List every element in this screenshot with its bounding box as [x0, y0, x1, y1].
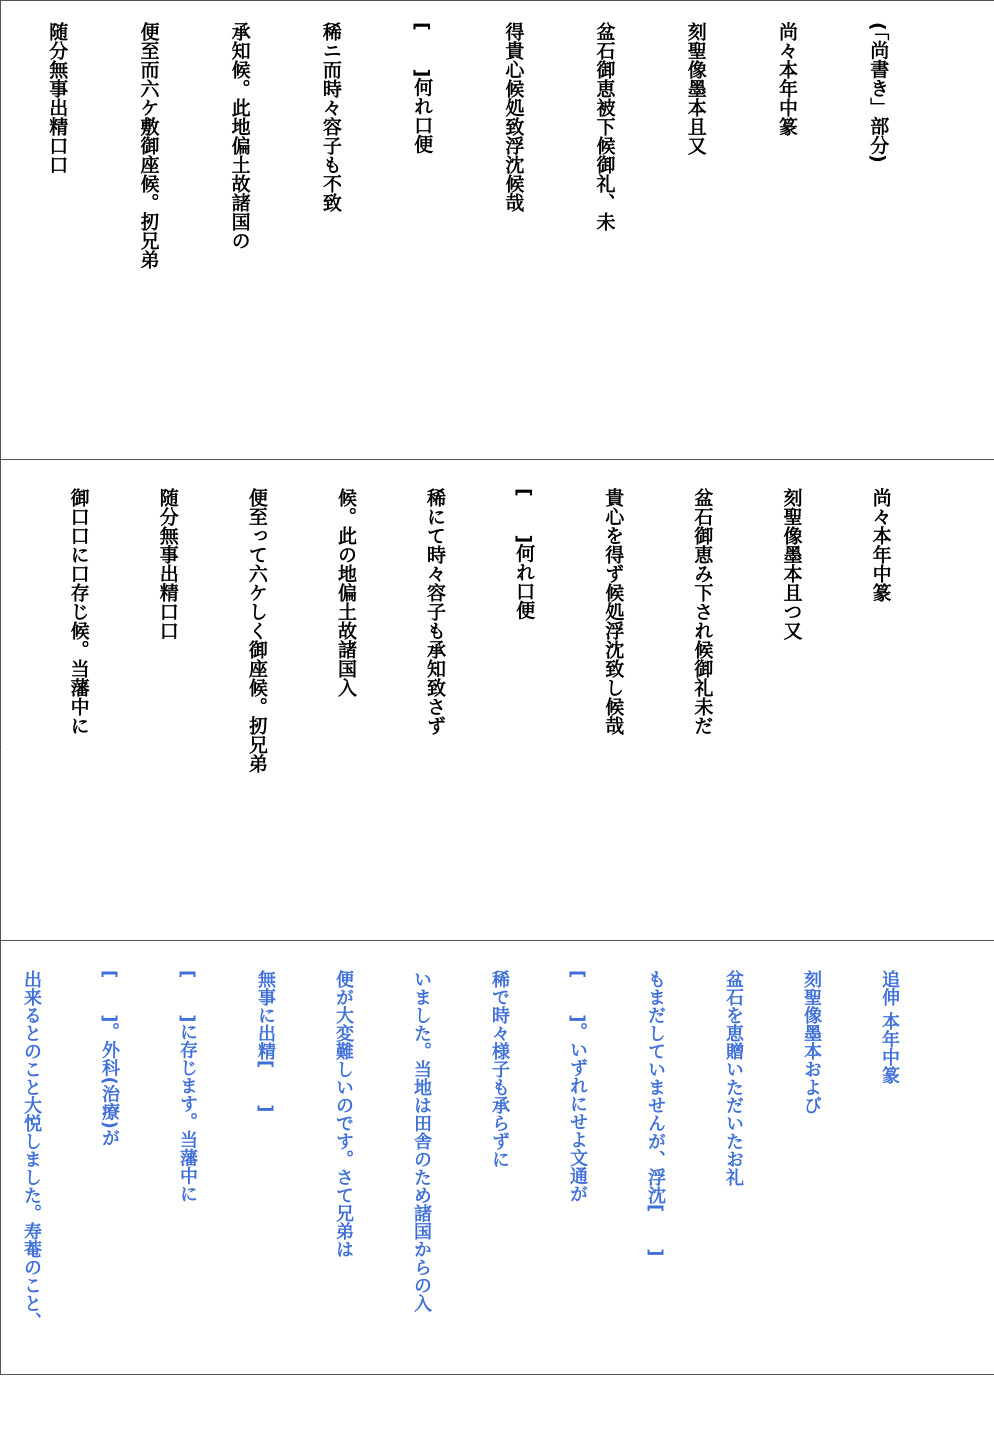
text-line: [ ]。外科(治療)が	[99, 970, 120, 1147]
text-line: [ ]何れ口便	[411, 22, 434, 154]
original-text-panel	[0, 22, 954, 432]
text-line: 便が大変難しいのです。さて兄弟は	[333, 970, 354, 1258]
text-line: 刻聖像墨本且又	[684, 22, 707, 155]
translation-text-panel	[0, 970, 954, 1350]
text-line: (「尚書き」部分)	[867, 22, 890, 163]
text-line: 随分無事出精口口	[156, 488, 179, 640]
text-line: 得貴心候処致浮沈候哉	[502, 22, 525, 212]
text-line: 無事に出精[ ]	[255, 970, 276, 1113]
text-line: 刻聖像墨本且つ又	[780, 488, 803, 640]
text-line: 盆石御恵被下候御礼、未	[593, 22, 616, 231]
text-line: 出来るとのこと大悦しました。寿菴のこと、	[21, 970, 42, 1330]
text-line: 尚々本年中篆	[775, 22, 798, 136]
top-border-line	[0, 0, 994, 1]
text-line: 随分無事出精口口	[46, 22, 69, 174]
divider-line-2	[0, 940, 994, 941]
text-line	[0, 488, 4, 918]
text-line: 稀にて時々容子も承知致さず	[424, 488, 447, 735]
text-line: [ ]。いずれにせよ文通が	[567, 970, 588, 1203]
text-line: 承知候。此地偏土故諸国の	[228, 22, 251, 250]
text-line: 刻聖像墨本および	[801, 970, 822, 1114]
text-line: 追伸 本年中篆	[879, 970, 900, 1085]
text-line: 便至而六ケ敷御座候。扨兄弟	[137, 22, 160, 269]
text-line: 便至って六ケしく御座候。扨兄弟	[245, 488, 268, 773]
bottom-border-line	[0, 1374, 994, 1375]
text-line: 御口口に口存じ候。当藩中に	[67, 488, 90, 735]
text-line: もまだしていませんが、浮沈[ ]	[645, 970, 666, 1257]
text-line: 候。此の地偏土故諸国入	[334, 488, 357, 697]
text-line: 稀で時々様子も承らずに	[489, 970, 510, 1168]
text-line: 尚々本年中篆	[869, 488, 892, 602]
text-line: いました。当地は田舎のため諸国からの入	[411, 970, 432, 1312]
text-line: [ ]何れ口便	[513, 488, 536, 620]
text-line: 盆石を恵贈いただいたお礼	[723, 970, 744, 1186]
text-line: [ ]に存じます。当藩中に	[177, 970, 198, 1203]
reading-text-panel	[0, 488, 954, 918]
text-line: 稀ニ而時々容子も不致	[319, 22, 342, 212]
divider-line-1	[0, 459, 994, 460]
text-line: 貴心を得ず候処浮沈致し候哉	[602, 488, 625, 735]
text-line: 盆石御恵み下され候御礼未だ	[691, 488, 714, 735]
